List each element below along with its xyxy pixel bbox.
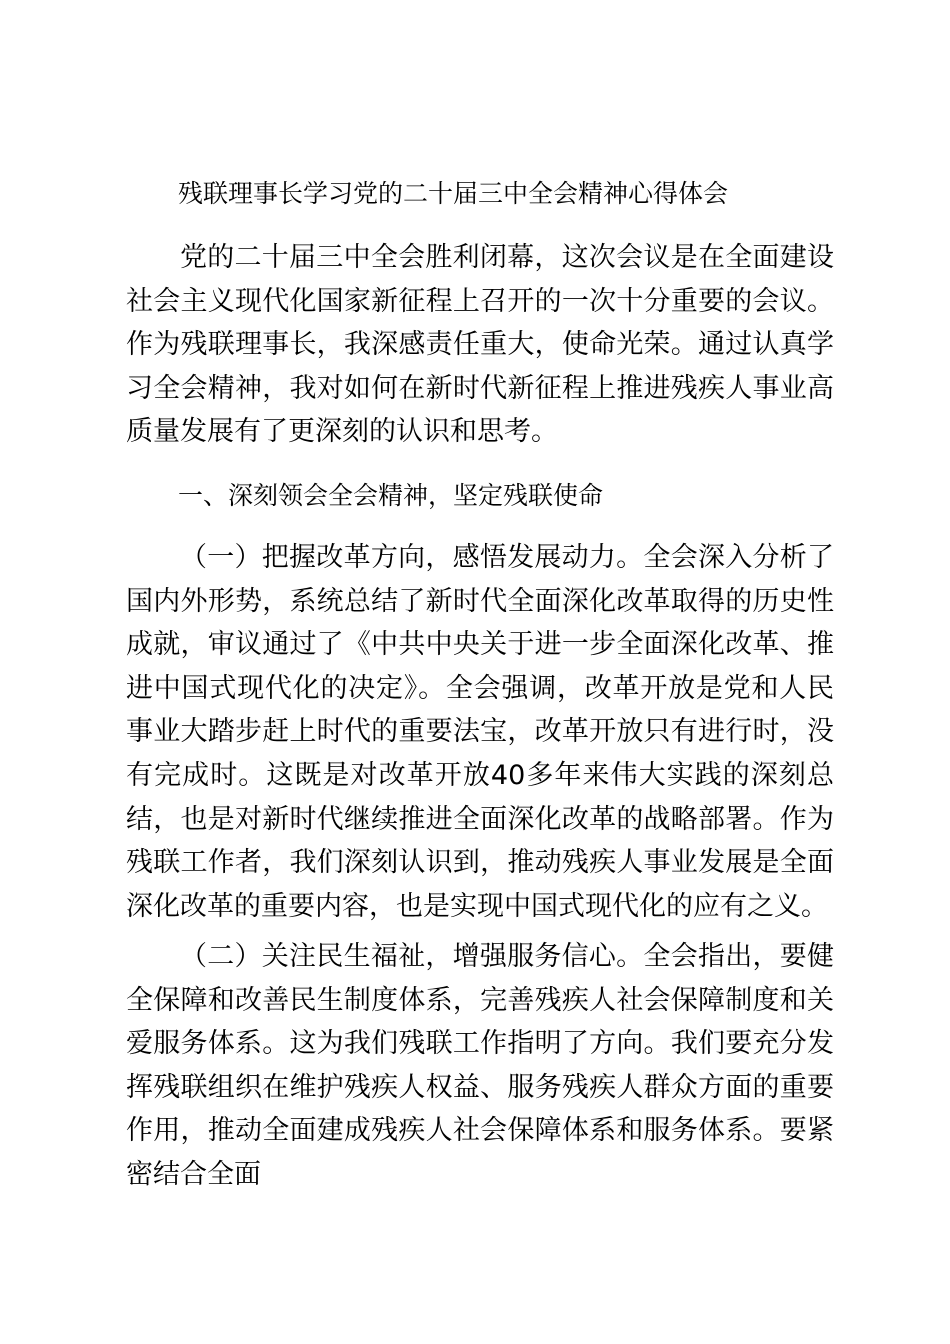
document-title: 残联理事长学习党的二十届三中全会精神心得体会 (178, 179, 729, 208)
body-paragraph-1: （一）把握改革方向，感悟发展动力。全会深入分析了国内外形势，系统总结了新时代全面深化改革取得的历史性成就，审议通过了《中共中央关于进一步全面深化改革、推进中国式现代化的决定》。全会强调，改革开放是党和人民事业大踏步赶上时代的重要法宝，改革开放只有进行时，没有完成时。这既是对改革开放40多年来伟大实践的深刻总结，也是对新时代继续推进全面深化改革的战略部署。作为残联工作者，我们深刻认识到，推动残疾人事业发展是全面深化改革的重要内容，也是实现中国式现代化的应有之义。 (126, 542, 834, 922)
intro-paragraph: 党的二十届三中全会胜利闭幕，这次会议是在全面建设社会主义现代化国家新征程上召开的一次十分重要的会议。作为残联理事长，我深感责任重大，使命光荣。通过认真学习全会精神，我对如何在新时代新征程上推进残疾人事业高质量发展有了更深刻的认识和思考。 (126, 242, 834, 448)
section-heading: 一、深刻领会全会精神，坚定残联使命 (178, 481, 604, 510)
body-paragraph-2: （二）关注民生福祉，增强服务信心。全会指出，要健全保障和改善民生制度体系，完善残疾人社会保障制度和关爱服务体系。这为我们残联工作指明了方向。我们要充分发挥残联组织在维护残疾人权益、服务残疾人群众方面的重要作用，推动全面建成残疾人社会保障体系和服务体系。要紧密结合全面 (126, 941, 834, 1190)
